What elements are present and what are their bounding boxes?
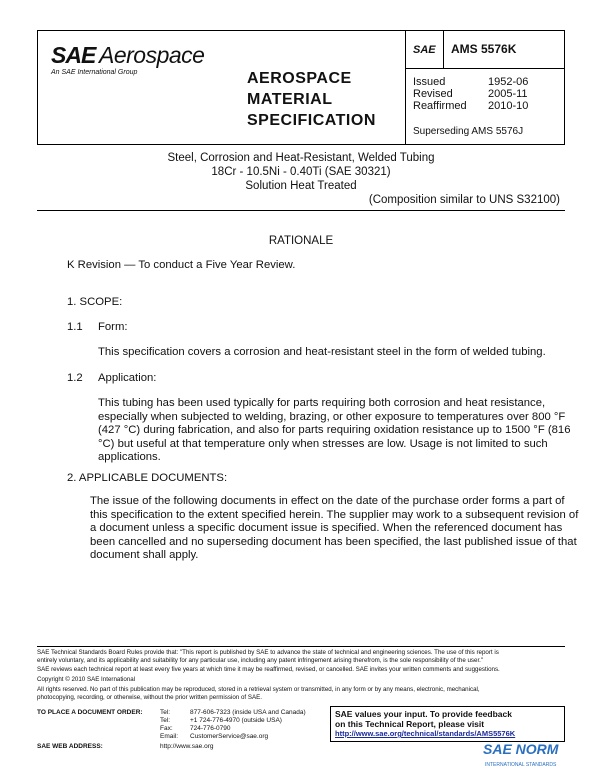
tel-value: 877-606-7323 (inside USA and Canada) xyxy=(190,709,306,716)
feedback-link[interactable]: http://www.sae.org/technical/standards/AMS5576K xyxy=(335,729,516,738)
rationale-heading: RATIONALE xyxy=(268,235,334,247)
tel-label: Tel: xyxy=(160,709,171,716)
section-2-line5: document shall apply. xyxy=(90,549,199,561)
section-1-1-text: This specification covers a corrosion and heat-resistant steel in the form of welded tubing. xyxy=(98,346,546,358)
logo-subtitle: An SAE International Group xyxy=(51,69,138,76)
section-1-1-number: 1.1 xyxy=(67,321,83,333)
web-label: SAE WEB ADDRESS: xyxy=(37,743,103,750)
email-value[interactable]: CustomerService@sae.org xyxy=(190,733,269,740)
watermark-logo: SAE NORM xyxy=(483,741,559,757)
section-2-heading: 2. APPLICABLE DOCUMENTS: xyxy=(67,472,228,484)
section-1-heading: 1. SCOPE: xyxy=(67,296,123,308)
ams-number: AMS 5576K xyxy=(451,42,517,56)
section-1-2-line3: (427 °C) during fabrication, and also for parts requiring oxidation resistance up to 1500 °F (816 xyxy=(98,424,571,436)
feedback-box xyxy=(330,706,565,742)
section-1-2-line2: especially when subjected to welding, brazing, or other exposure to temperatures over 800 °F xyxy=(98,410,566,423)
issued-value: 1952-06 xyxy=(488,76,529,88)
subject-separator xyxy=(37,210,565,211)
subject-line3: Solution Heat Treated xyxy=(245,180,357,192)
web-value[interactable]: http://www.sae.org xyxy=(160,743,214,750)
fax-value: 724-776-0790 xyxy=(190,725,231,732)
sae-logo: SAE xyxy=(51,42,96,68)
doc-type-line1: AEROSPACE xyxy=(247,70,352,87)
feedback-line1: SAE values your input. To provide feedback xyxy=(335,709,512,719)
watermark-subtitle: INTERNATIONAL STANDARDS xyxy=(485,762,557,768)
doc-type-line2: MATERIAL xyxy=(247,91,333,108)
footer-notice-3: SAE reviews each technical report at least every five years at which time it may be reaffirmed, revised, or cancelled. SAE invites your written comments and suggestions. xyxy=(37,666,500,673)
issued-label: Issued xyxy=(413,76,446,88)
section-1-2-line4: °C) but useful at that temperature only when stresses are low. Usage is not limited to such xyxy=(98,437,548,450)
footer-rights-2: photocopying, recording, or otherwise, without the prior written permission of SAE. xyxy=(37,693,262,701)
footer-notice-1: SAE Technical Standards Board Rules provide that: "This report is published by SAE to advance the state of technical and engineering sciences. The use of this report is xyxy=(37,649,499,656)
section-2-line1: The issue of the following documents in effect on the date of the purchase order forms a part of xyxy=(90,495,565,507)
rationale-text: K Revision — To conduct a Five Year Review. xyxy=(67,259,296,271)
footer-rights-1: All rights reserved. No part of this publication may be reproduced, stored in a retrieval system or transmitted, in any form or by any means, electronic, mechanical, xyxy=(37,686,480,693)
tel2-label: Tel: xyxy=(160,717,171,724)
section-1-2-line5: applications. xyxy=(98,451,161,463)
doc-type-line3: SPECIFICATION xyxy=(247,112,376,129)
sae-mark: SAE xyxy=(413,44,436,56)
revised-value: 2005-11 xyxy=(488,88,528,100)
subject-line2: 18Cr - 10.5Ni - 0.40Ti (SAE 30321) xyxy=(211,166,391,178)
feedback-line2: on this Technical Report, please visit xyxy=(335,719,485,729)
header-divider-h xyxy=(405,68,564,69)
subject-line1: Steel, Corrosion and Heat-Resistant, Welded Tubing xyxy=(167,152,435,164)
revised-label: Revised xyxy=(413,88,453,100)
header-divider-small xyxy=(443,31,444,68)
footer-notice-2: entirely voluntary, and its applicability and suitability for any particular use, including any patent infringement arising therefrom, is the sole responsibility of the user." xyxy=(37,656,484,664)
header-divider xyxy=(405,31,406,144)
superseding-note: Superseding AMS 5576J xyxy=(413,126,524,137)
footer-separator xyxy=(37,646,565,647)
email-label: Email: xyxy=(160,733,179,740)
section-2-line4: been cancelled and no superseding document has been specified, the last published issue of that xyxy=(90,535,577,548)
subject-line4: (Composition similar to UNS S32100) xyxy=(368,194,560,206)
section-2-line3: a document unless a specific document issue is specified. When the referenced document has xyxy=(90,522,563,534)
section-1-2-number: 1.2 xyxy=(67,372,83,384)
aerospace-logo-text: Aerospace xyxy=(99,42,205,68)
header-box xyxy=(37,30,565,145)
tel2-value: +1 724-776-4970 (outside USA) xyxy=(190,717,282,724)
reaffirmed-value: 2010-10 xyxy=(488,100,529,112)
section-2-line2: this specification to the extent specified herein. The supplier may work to a subsequent revision of xyxy=(90,508,579,521)
order-label: TO PLACE A DOCUMENT ORDER: xyxy=(37,709,143,716)
reaffirmed-label: Reaffirmed xyxy=(413,100,467,112)
section-1-1-title: Form: xyxy=(98,321,128,333)
fax-label: Fax: xyxy=(160,725,173,732)
footer-copyright: Copyright © 2010 SAE International xyxy=(37,676,136,683)
section-1-2-line1: This tubing has been used typically for parts requiring both corrosion and heat resistance, xyxy=(98,397,546,409)
section-1-2-title: Application: xyxy=(98,372,157,384)
